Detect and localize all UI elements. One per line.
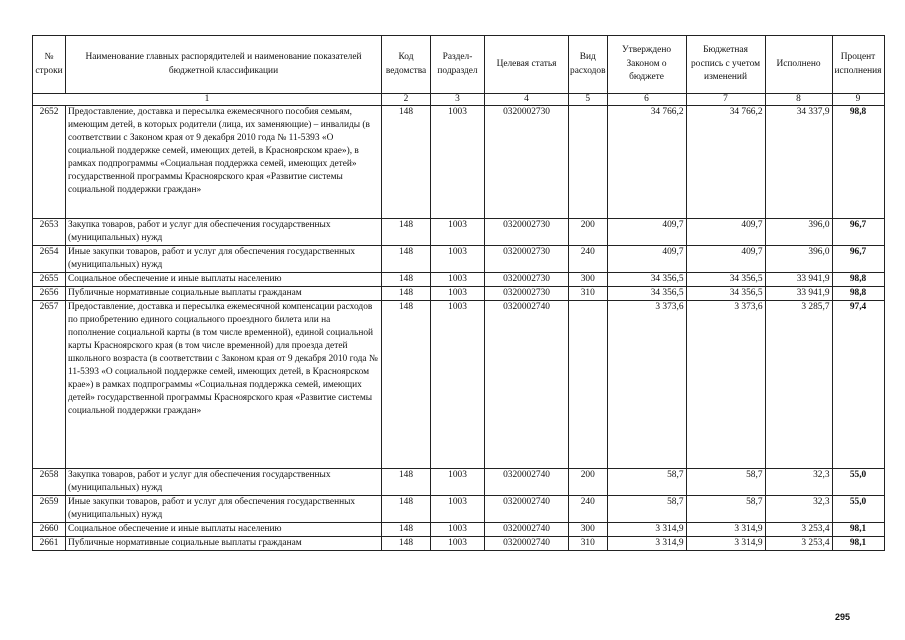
expense-type: 310 xyxy=(569,536,608,550)
section-code: 1003 xyxy=(431,219,485,246)
execution-percent: 55,0 xyxy=(832,495,884,522)
col-header-name: Наименование главных распорядителей и наименование показателей бюджетной классификации xyxy=(66,36,382,94)
section-code: 1003 xyxy=(431,522,485,536)
col-header-dept-code: Код ведомства xyxy=(382,36,431,94)
expense-type: 240 xyxy=(569,495,608,522)
col-number: 5 xyxy=(569,94,608,106)
col-header-target-article: Целевая статья xyxy=(485,36,569,94)
table-row xyxy=(33,273,885,287)
dept-code: 148 xyxy=(382,536,431,550)
execution-percent: 55,0 xyxy=(832,468,884,495)
section-code: 1003 xyxy=(431,300,485,468)
section-code: 1003 xyxy=(431,106,485,219)
expense-type: 200 xyxy=(569,219,608,246)
expense-type: 300 xyxy=(569,273,608,287)
target-article: 0320002740 xyxy=(485,468,569,495)
dept-code: 148 xyxy=(382,300,431,468)
approved-amount: 34 766,2 xyxy=(607,106,686,219)
budget-list-amount: 3 314,9 xyxy=(686,522,765,536)
budget-list-amount: 34 356,5 xyxy=(686,286,765,300)
col-header-approved: Утверждено Законом о бюджете xyxy=(607,36,686,94)
budget-list-amount: 34 356,5 xyxy=(686,273,765,287)
table-row xyxy=(33,286,885,300)
row-number: 2655 xyxy=(33,273,66,287)
col-number: 6 xyxy=(607,94,686,106)
col-number: 7 xyxy=(686,94,765,106)
budget-list-amount: 3 314,9 xyxy=(686,536,765,550)
budget-list-amount: 58,7 xyxy=(686,495,765,522)
approved-amount: 3 314,9 xyxy=(607,536,686,550)
section-code: 1003 xyxy=(431,468,485,495)
target-article: 0320002740 xyxy=(485,495,569,522)
section-code: 1003 xyxy=(431,273,485,287)
expense-type: 240 xyxy=(569,246,608,273)
row-number: 2659 xyxy=(33,495,66,522)
row-name: Социальное обеспечение и иные выплаты населению xyxy=(66,273,382,287)
target-article: 0320002730 xyxy=(485,286,569,300)
col-header-section: Раздел-подраздел xyxy=(431,36,485,94)
executed-amount: 33 941,9 xyxy=(765,286,832,300)
budget-list-amount: 58,7 xyxy=(686,468,765,495)
col-header-percent: Процент исполнения xyxy=(832,36,884,94)
executed-amount: 32,3 xyxy=(765,495,832,522)
row-number: 2653 xyxy=(33,219,66,246)
approved-amount: 3 373,6 xyxy=(607,300,686,468)
row-name: Закупка товаров, работ и услуг для обеспечения государственных (муниципальных) нужд xyxy=(66,219,382,246)
execution-percent: 98,8 xyxy=(832,286,884,300)
target-article: 0320002730 xyxy=(485,273,569,287)
section-code: 1003 xyxy=(431,536,485,550)
executed-amount: 3 253,4 xyxy=(765,522,832,536)
table-row xyxy=(33,106,885,219)
col-number: 1 xyxy=(33,94,382,106)
row-name: Публичные нормативные социальные выплаты гражданам xyxy=(66,536,382,550)
row-number: 2656 xyxy=(33,286,66,300)
section-code: 1003 xyxy=(431,286,485,300)
col-header-budget-list: Бюджетная роспись с учетом изменений xyxy=(686,36,765,94)
table-row xyxy=(33,246,885,273)
table-row xyxy=(33,522,885,536)
dept-code: 148 xyxy=(382,286,431,300)
target-article: 0320002740 xyxy=(485,300,569,468)
row-name: Публичные нормативные социальные выплаты гражданам xyxy=(66,286,382,300)
execution-percent: 96,7 xyxy=(832,246,884,273)
target-article: 0320002730 xyxy=(485,246,569,273)
expense-type: 300 xyxy=(569,522,608,536)
execution-percent: 98,1 xyxy=(832,522,884,536)
budget-list-amount: 409,7 xyxy=(686,219,765,246)
row-number: 2652 xyxy=(33,106,66,219)
executed-amount: 396,0 xyxy=(765,246,832,273)
row-name: Предоставление, доставка и пересылка ежемесячной компенсации расходов по приобретению единого социального проездного билета или на пополнение социальной карты (в том числе временной), единой социальной карты Красноярского края (в том числе временной) для проезда детей школьного возраста (в соответствии с Законом края от 9 декабря 2010 года № 11-5393 «О социальной поддержке семей, имеющих детей, в Красноярском крае») в рамках подпрограммы «Социальная поддержка семей, имеющих детей» государственной программы Красноярского края «Развитие системы социальной поддержки граждан» xyxy=(66,300,382,468)
page-number: 295 xyxy=(835,612,851,622)
executed-amount: 33 941,9 xyxy=(765,273,832,287)
row-number: 2658 xyxy=(33,468,66,495)
approved-amount: 409,7 xyxy=(607,246,686,273)
approved-amount: 409,7 xyxy=(607,219,686,246)
row-name: Закупка товаров, работ и услуг для обеспечения государственных (муниципальных) нужд xyxy=(66,468,382,495)
approved-amount: 58,7 xyxy=(607,495,686,522)
target-article: 0320002730 xyxy=(485,219,569,246)
table-row xyxy=(33,536,885,550)
col-number: 3 xyxy=(431,94,485,106)
execution-percent: 98,1 xyxy=(832,536,884,550)
dept-code: 148 xyxy=(382,246,431,273)
row-number: 2654 xyxy=(33,246,66,273)
budget-list-amount: 409,7 xyxy=(686,246,765,273)
executed-amount: 3 253,4 xyxy=(765,536,832,550)
executed-amount: 34 337,9 xyxy=(765,106,832,219)
dept-code: 148 xyxy=(382,219,431,246)
section-code: 1003 xyxy=(431,246,485,273)
table-row xyxy=(33,300,885,468)
expense-type: 310 xyxy=(569,286,608,300)
execution-percent: 98,8 xyxy=(832,273,884,287)
approved-amount: 58,7 xyxy=(607,468,686,495)
approved-amount: 34 356,5 xyxy=(607,273,686,287)
target-article: 0320002740 xyxy=(485,536,569,550)
dept-code: 148 xyxy=(382,522,431,536)
row-name: Социальное обеспечение и иные выплаты населению xyxy=(66,522,382,536)
dept-code: 148 xyxy=(382,273,431,287)
row-number: 2661 xyxy=(33,536,66,550)
row-number: 2660 xyxy=(33,522,66,536)
table-row xyxy=(33,495,885,522)
col-header-expense-type: Вид расходов xyxy=(569,36,608,94)
col-number: 2 xyxy=(382,94,431,106)
approved-amount: 34 356,5 xyxy=(607,286,686,300)
column-number-row xyxy=(33,94,885,106)
dept-code: 148 xyxy=(382,468,431,495)
execution-percent: 96,7 xyxy=(832,219,884,246)
section-code: 1003 xyxy=(431,495,485,522)
table-row xyxy=(33,219,885,246)
col-header-executed: Исполнено xyxy=(765,36,832,94)
row-name: Иные закупки товаров, работ и услуг для обеспечения государственных (муниципальных) нужд xyxy=(66,246,382,273)
execution-percent: 97,4 xyxy=(832,300,884,468)
executed-amount: 3 285,7 xyxy=(765,300,832,468)
col-number: 8 xyxy=(765,94,832,106)
dept-code: 148 xyxy=(382,106,431,219)
expense-type: 200 xyxy=(569,468,608,495)
col-header-row-number: № строки xyxy=(33,36,66,94)
row-name: Иные закупки товаров, работ и услуг для обеспечения государственных (муниципальных) нужд xyxy=(66,495,382,522)
col-number: 4 xyxy=(485,94,569,106)
col-number: 9 xyxy=(832,94,884,106)
table-row xyxy=(33,468,885,495)
budget-table xyxy=(32,35,885,551)
execution-percent: 98,8 xyxy=(832,106,884,219)
approved-amount: 3 314,9 xyxy=(607,522,686,536)
executed-amount: 396,0 xyxy=(765,219,832,246)
expense-type xyxy=(569,106,608,219)
expense-type xyxy=(569,300,608,468)
row-name: Предоставление, доставка и пересылка ежемесячного пособия семьям, имеющим детей, в которых родители (лица, их заменяющие) – инвалиды (в соответствии с Законом края от 9 декабря 2010 года № 11-5393 «О социальной поддержке семей, имеющих детей, в Красноярском крае»), в рамках подпрограммы «Социальная поддержка семей, имеющих детей» государственной программы Красноярского края «Развитие системы социальной поддержки граждан» xyxy=(66,106,382,219)
budget-list-amount: 3 373,6 xyxy=(686,300,765,468)
executed-amount: 32,3 xyxy=(765,468,832,495)
row-number: 2657 xyxy=(33,300,66,468)
target-article: 0320002730 xyxy=(485,106,569,219)
target-article: 0320002740 xyxy=(485,522,569,536)
dept-code: 148 xyxy=(382,495,431,522)
budget-report-sheet xyxy=(32,35,885,551)
header-row xyxy=(33,36,885,94)
budget-list-amount: 34 766,2 xyxy=(686,106,765,219)
